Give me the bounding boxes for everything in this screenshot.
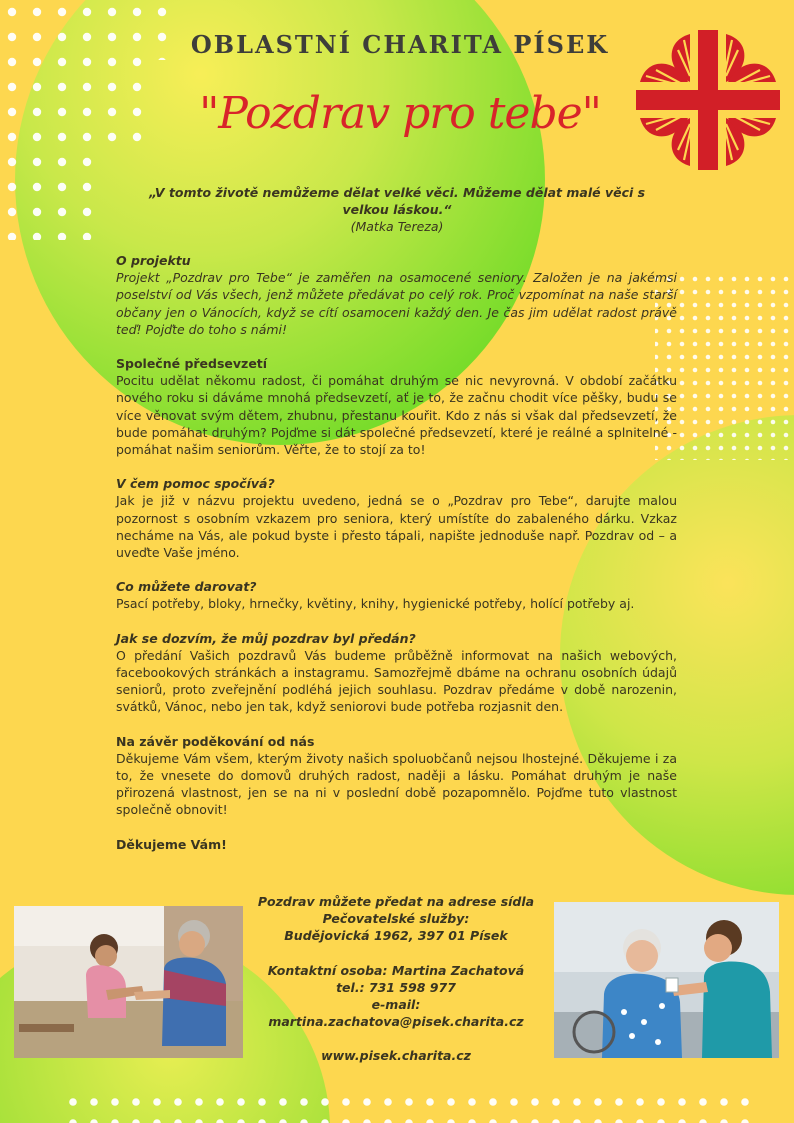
thanks-text: Děkujeme Vám! (116, 836, 227, 852)
section-pomoc (116, 475, 677, 561)
section-predan (116, 630, 677, 716)
quote-author: (Matka Tereza) (350, 219, 444, 234)
section-text: Jak je již v názvu projektu uvedeno, jedná se o „Pozdrav pro Tebe“, darujte malou pozornost s osobním vzkazem pro seniora, který umístíte do zabaleného dárku. Vzkaz necháme na Vás, ale pokud byste i přesto tápali, napište jednoduše např. Pozdrav od – a uveďte Vaše jméno. (116, 493, 677, 561)
section-heading: Co můžete darovat? (116, 579, 257, 595)
contact-line: Pozdrav můžete předat na adrese sídla (257, 894, 535, 909)
section-heading: V čem pomoc spočívá? (116, 476, 275, 492)
contact-phone: tel.: 731 598 977 (336, 979, 456, 995)
quote-text: „V tomto životě nemůžeme dělat velké věci. Můžeme dělat malé věci s velkou láskou.“ (148, 185, 646, 217)
section-heading: Na závěr poděkování od nás (116, 733, 315, 749)
section-podekovani (116, 733, 677, 819)
section-heading: Jak se dozvím, že můj pozdrav byl předán? (116, 630, 416, 646)
contact-address: Budějovická 1962, 397 01 Písek (284, 928, 508, 944)
contact-line: Pečovatelské služby: (322, 911, 470, 927)
section-text: Děkujeme Vám všem, kterým životy našich spoluobčanů nejsou lhostejné. Děkujeme i za to, že vnesete do domovů druhých radost, naději a lásku. Pomáhat druhým je naše přirozená vlastnost, jen se na ni v poslední době pozapomnělo. Pojďme tuto vlastnost společně obnovit! (116, 750, 677, 818)
section-heading: Společné předsevzetí (116, 356, 268, 372)
section-text: Pocitu udělat někomu radost, či pomáhat druhým se nic nevyrovná. V období začátku nového roku si dáváme mnohá předsevzetí, ať je to, že začnu chodit více pěšky, budu se více věnovat svým dětem, zhubnu, přestanu kouřit. Kdo z nás si však dal předsevzetí, že bude pomáhat druhým? Pojďme si dát společné předsevzetí, které je reálné a splnitelné - pomáhat našim seniorům. Věřte, že to stojí za to! (116, 373, 677, 458)
section-predsevzeti (116, 355, 677, 458)
section-darovat (116, 578, 677, 612)
contact-email[interactable]: e-mail: martina.zachatova@pisek.charita.cz (268, 997, 524, 1030)
contact-person: Kontaktní osoba: Martina Zachatová (267, 962, 525, 978)
photo-caregiver-senior-left (14, 906, 243, 1058)
quote-block (130, 184, 664, 235)
charita-cross-logo (636, 30, 780, 170)
contact-block (246, 893, 546, 1065)
page-title: "Pozdrav pro tebe" (199, 88, 601, 139)
photo-caregiver-senior-right (554, 902, 779, 1058)
organization-title: OBLASTNÍ CHARITA PÍSEK (190, 30, 610, 59)
website-link[interactable]: www.pisek.charita.cz (321, 1048, 471, 1064)
section-text: O předání Vašich pozdravů Vás budeme průběžně informovat na našich webových, facebookových stránkách a instagramu. Samozřejmě dbáme na ochranu osobních údajů seniorů, proto zveřejnění podléhá jejich souhlasu. Pozdrav předáme v době narozenin, svátků, Vánoc, nebo jen tak, když seniorovi bude potřeba rozjasnit den. (116, 647, 677, 715)
section-o-projektu (116, 252, 677, 338)
section-heading: O projektu (116, 253, 191, 268)
article-body (116, 252, 677, 853)
section-text: Psací potřeby, bloky, hrnečky, květiny, knihy, hygienické potřeby, holící potřeby aj. (116, 596, 635, 612)
section-text: Projekt „Pozdrav pro Tebe“ je zaměřen na osamocené seniory. Založen je na jakémsi poselství od Vás všech, jenž můžete předávat po celý rok. Proč vzpomínat na naše starší občany jen o Vánocích, když se cítí osamoceni každý den. Je čas jim udělat radost právě teď! Pojďte do toho s námi! (116, 270, 677, 337)
